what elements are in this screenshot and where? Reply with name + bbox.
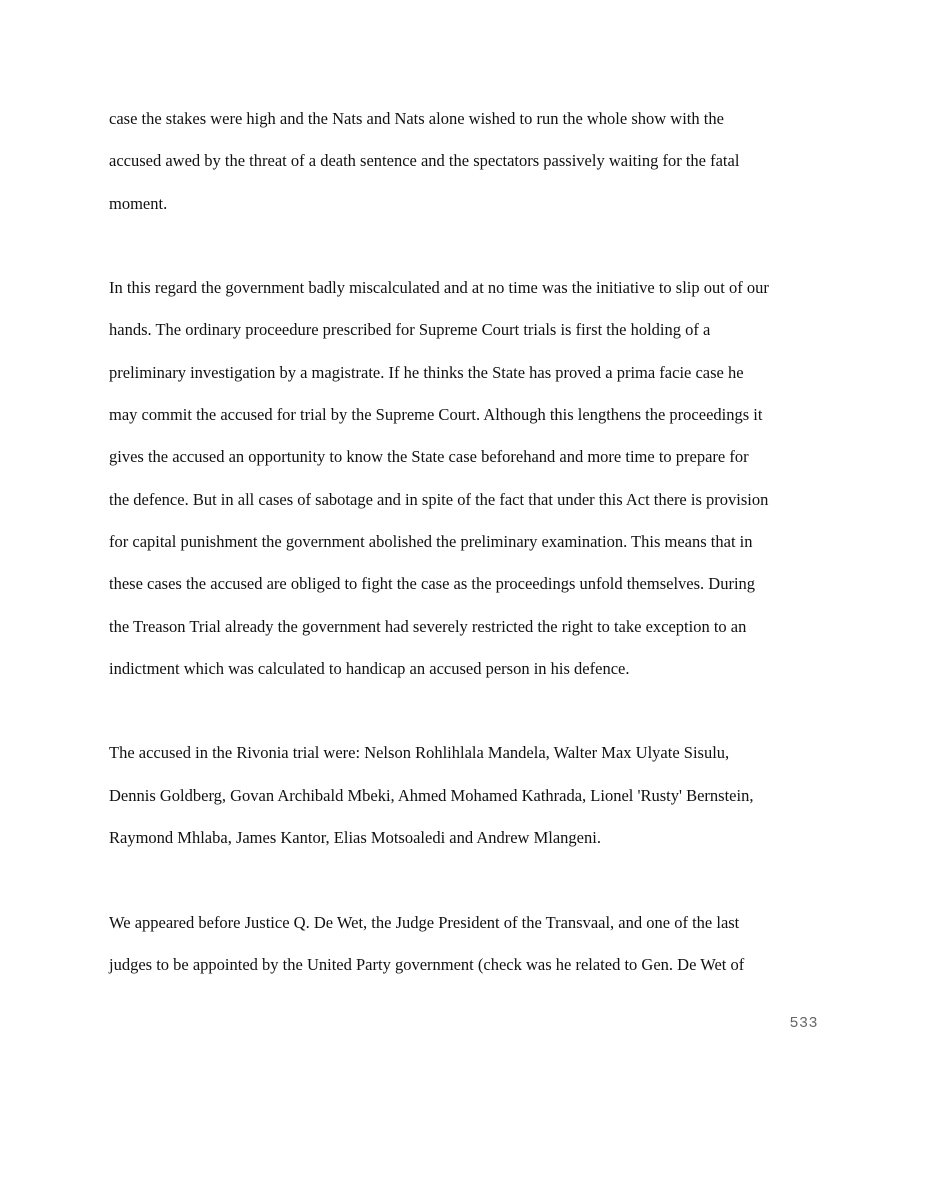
text-line: We appeared before Justice Q. De Wet, the Judge President of the Transvaal, and one of the last <box>109 912 740 932</box>
text-line: for capital punishment the government abolished the preliminary examination. This means that in <box>109 531 753 551</box>
text-line: accused awed by the threat of a death sentence and the spectators passively waiting for the fatal <box>109 151 740 171</box>
text-line: Raymond Mhlaba, James Kantor, Elias Motsoaledi and Andrew Mlangeni. <box>109 828 601 848</box>
text-line: Dennis Goldberg, Govan Archibald Mbeki, Ahmed Mohamed Kathrada, Lionel 'Rusty' Bernstein, <box>109 785 754 805</box>
text-line: indictment which was calculated to handicap an accused person in his defence. <box>109 658 630 678</box>
body-text <box>109 106 829 994</box>
text-line: judges to be appointed by the United Party government (check was he related to Gen. De Wet of <box>109 954 745 974</box>
page-number: 533 <box>789 1015 818 1032</box>
text-line: In this regard the government badly miscalculated and at no time was the initiative to slip out of our <box>109 278 769 298</box>
paragraph-gap <box>109 233 829 275</box>
text-line: moment. <box>109 193 168 213</box>
text-line: gives the accused an opportunity to know the State case beforehand and more time to prepare for <box>109 447 749 467</box>
text-line: case the stakes were high and the Nats and Nats alone wished to run the whole show with the <box>109 109 724 128</box>
text-line: the Treason Trial already the government had severely restricted the right to take exception to an <box>109 616 747 636</box>
paragraph-gap <box>109 698 829 740</box>
text-line: The accused in the Rivonia trial were: Nelson Rohlihlala Mandela, Walter Max Ulyate Sisulu, <box>109 743 730 763</box>
text-line: the defence. But in all cases of sabotage and in spite of the fact that under this Act there is provision <box>109 489 769 509</box>
text-line: hands. The ordinary proceedure prescribed for Supreme Court trials is first the holding of a <box>109 320 711 340</box>
text-line: preliminary investigation by a magistrate. If he thinks the State has proved a prima facie case he <box>109 362 744 382</box>
paragraph-gap <box>109 867 829 909</box>
text-line: these cases the accused are obliged to fight the case as the proceedings unfold themselves. During <box>109 574 756 594</box>
text-line: may commit the accused for trial by the Supreme Court. Although this lengthens the proceedings it <box>109 405 763 425</box>
